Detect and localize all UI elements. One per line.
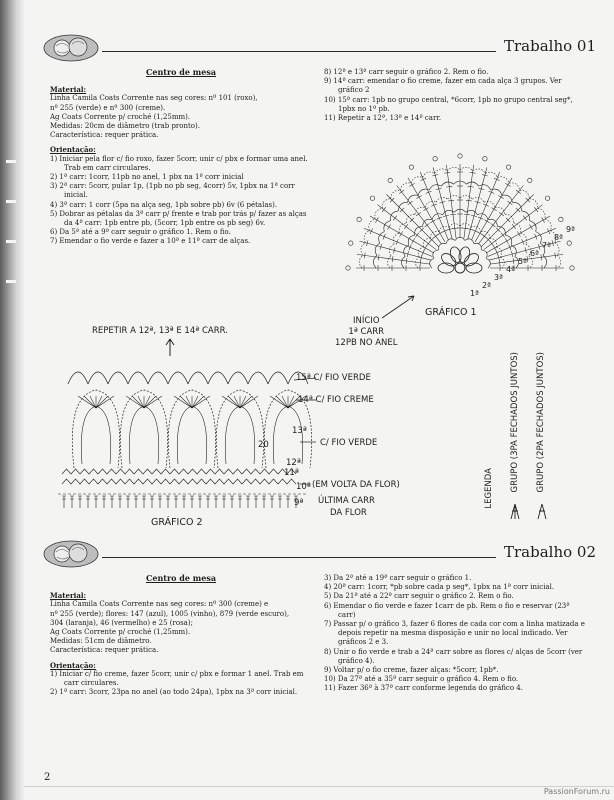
picot-stitch	[506, 165, 510, 169]
chain-arc	[411, 177, 423, 183]
row-number: 11ª	[284, 468, 299, 478]
chain-arc	[423, 172, 435, 177]
chain-arc	[557, 255, 561, 268]
chain-arc	[460, 167, 473, 171]
base-stitch	[270, 496, 274, 508]
fan-stitch	[144, 396, 156, 408]
stitch-tick	[433, 234, 438, 238]
instruction-step: 5) Da 21ª até a 22ª carr seguir o gráfico 2. Rem o fio.	[324, 592, 514, 601]
fan-stitch	[132, 396, 144, 408]
instruction-step: 3) Da 2ª até a 19ª carr seguir o gráfico 1.	[324, 574, 472, 582]
stitch-spoke	[464, 165, 474, 238]
up-arrow-icon	[164, 337, 176, 357]
header-rule	[102, 51, 496, 52]
stitch-tick	[409, 245, 411, 251]
stitch-tick	[477, 232, 482, 235]
instruction-step: 1) Iniciar pela flor c/ fio roxo, fazer 5corr, unir c/ pbx e formar uma anel. Trab em carr circulares.	[50, 154, 308, 172]
chain-arc	[498, 177, 510, 183]
chain-arc	[404, 245, 409, 256]
chain-arc	[529, 199, 537, 209]
base-stitch	[62, 496, 66, 508]
stitch-tick	[490, 241, 494, 246]
stitch-tick	[530, 224, 533, 229]
start-arrow-icon	[380, 292, 420, 320]
stitch-tick	[508, 201, 513, 205]
chain-arc	[466, 182, 478, 186]
row-number: 9ª	[566, 225, 575, 234]
picot-stitch	[370, 196, 374, 200]
row-number: 13ª	[292, 426, 307, 436]
fan-stitch	[84, 396, 96, 408]
material-list	[50, 600, 312, 655]
page-number: 2	[44, 772, 51, 783]
row-label: C/ FIO VERDE	[320, 438, 378, 448]
chain-arc	[465, 239, 474, 244]
stitch-tick	[509, 245, 511, 251]
stitch-tick	[437, 232, 442, 235]
t1-right-steps-list	[324, 68, 586, 123]
chain-arc	[408, 195, 418, 202]
instruction-step: 10) 15ª carr: 1pb no grupo central, *6corr, 1pb no grupo central seg*, 1pbx no 1º pb.	[324, 95, 573, 113]
legend-symbols	[508, 502, 558, 520]
row-number: 1ª	[470, 289, 479, 298]
base-stitch	[174, 496, 178, 508]
inner-arch	[129, 406, 158, 464]
base-stitch	[110, 496, 114, 508]
row-number: 2ª	[482, 281, 491, 290]
fan-stitch	[228, 396, 240, 408]
stitch-tick	[489, 191, 495, 193]
stitch-tick	[534, 207, 538, 212]
chain-arc	[361, 243, 365, 256]
stitch-tick	[404, 224, 408, 229]
group-3pa-symbol	[511, 504, 519, 519]
material-line: Característica: requer prática.	[50, 131, 159, 140]
start-label-line: 1ª CARR	[348, 327, 385, 337]
picot-stitch	[346, 266, 350, 270]
stitch-spoke	[360, 241, 432, 260]
stitch-tick	[426, 191, 432, 193]
page-title: Trabalho 02	[503, 543, 596, 561]
chain-arc	[479, 185, 491, 190]
base-stitch	[262, 496, 266, 508]
stitch-tick	[473, 230, 479, 232]
chain-loop	[68, 372, 88, 384]
base-stitch	[78, 496, 82, 508]
stitch-tick	[415, 233, 419, 238]
stitch-tick	[491, 208, 496, 211]
material-line: nº 255 (verde); flores: 147 (azul), 1005 (vinho), 879 (verde escuro),	[50, 609, 290, 618]
stitch-tick	[420, 260, 421, 266]
chain-arc	[398, 202, 407, 211]
base-stitch	[286, 496, 290, 508]
repeat-label: REPETIR A 12ª, 13ª E 14ª CARR.	[92, 326, 228, 336]
stitch-tick	[498, 196, 503, 199]
instruction-step: 1) Iniciar c/ fio creme, fazer 5corr, unir c/ pbx e formar 1 anel. Trab em carr circulares.	[50, 669, 304, 688]
fan-stitch	[180, 396, 192, 408]
binding-mark	[6, 240, 16, 243]
steps-list	[50, 155, 312, 247]
chain-arc	[485, 172, 497, 177]
material-line: Característica: requer prática.	[50, 646, 159, 655]
base-stitch	[214, 496, 218, 508]
group-2pa-symbol	[538, 504, 546, 519]
binding-mark	[6, 200, 16, 203]
t1-left-column	[50, 68, 312, 247]
base-stitch	[150, 496, 154, 508]
chain-arc	[359, 255, 363, 268]
material-line: nº 255 (verde) e nº 300 (creme).	[50, 103, 166, 112]
stitch-tick	[482, 234, 487, 238]
stitch-tick	[484, 220, 489, 223]
stitch-tick	[393, 216, 397, 221]
instruction-step: 8) Unir o fio verde e trab a 24ª carr sobre as flores c/ alças de 5corr (ver gráfico 4).	[324, 647, 583, 665]
row-number: 4ª	[506, 265, 515, 274]
chain-loop	[188, 372, 208, 384]
chain-arc	[512, 202, 521, 211]
base-stitch	[254, 496, 258, 508]
chain-loop	[148, 372, 168, 384]
chain-arc	[545, 219, 551, 231]
stitch-tick	[483, 204, 489, 206]
stitch-tick	[452, 228, 458, 229]
chain-arc	[375, 243, 380, 255]
material-line: Linha Camila Coats Corrente nas seg cores: nº 101 (roxo),	[50, 94, 258, 103]
fan-stitch	[276, 396, 288, 408]
chain-arc	[439, 243, 446, 250]
fan-stitch	[240, 396, 252, 408]
page-title: Trabalho 01	[503, 37, 596, 55]
stitch-spoke	[446, 165, 456, 238]
footer-rule	[24, 786, 614, 787]
stitch-tick	[383, 234, 385, 240]
picot-stitch	[570, 266, 574, 270]
row-label: (EM VOLTA DA FLOR)	[312, 480, 400, 490]
stitch-tick	[499, 260, 500, 266]
chain-loop	[88, 372, 108, 384]
watermark: PassionForum.ru	[543, 787, 610, 796]
material-line: Linha Camila Coats Corrente nas seg cores: nº 300 (creme) e	[50, 600, 269, 609]
stitch-tick	[478, 217, 484, 219]
chain-arc	[460, 195, 472, 199]
chain-arc	[401, 256, 405, 268]
orientation-label: Orientação:	[50, 145, 96, 155]
chain-loop	[208, 372, 228, 384]
graphic-1-start-label	[335, 316, 398, 349]
instruction-step: 4) 20ª carr: 1corr, *pb sobre cada p seg*, 1pbx na 1ª corr inicial.	[324, 583, 555, 592]
instruction-step: 5) Dobrar as pétalas da 3ª carr p/ frente e trab por trás p/ fazer as alças da 4ª carr: 1pb entre pb, (5corr, 1pb entre os pb seg) 6v.	[50, 209, 307, 228]
t2-right-steps-list	[324, 574, 586, 694]
stitch-tick	[505, 238, 508, 243]
chain-arc	[429, 185, 441, 190]
stitch-tick	[431, 204, 437, 206]
inner-arch	[225, 406, 254, 464]
base-stitch	[70, 496, 74, 508]
instruction-step: 11) Repetir a 12ª, 13ª e 14ª carr.	[324, 114, 442, 123]
stitch-tick	[542, 217, 545, 222]
base-stitch	[246, 496, 250, 508]
t2-left-column	[50, 574, 312, 697]
base-stitch	[166, 496, 170, 508]
instruction-step: 7) Passar p/ o gráfico 3, fazer 6 flores de cada cor com a linha matizada e depois repetir na mesma disposição e unir no local indicado. Ver gráficos 2 e 3.	[324, 620, 585, 647]
instruction-step: 7) Emendar o fio verde e fazer a 10ª e 11ª carr de alças.	[50, 237, 251, 246]
base-stitch	[206, 496, 210, 508]
stitch-tick	[535, 234, 537, 240]
stitch-tick	[370, 229, 372, 235]
picot-stitch	[528, 178, 532, 182]
stitch-tick	[426, 241, 430, 246]
stitch-tick	[421, 178, 427, 180]
binding-mark	[6, 160, 16, 163]
base-stitch	[118, 496, 122, 508]
petal-stitch	[466, 263, 482, 273]
base-stitch	[126, 496, 130, 508]
stitch-tick	[523, 216, 527, 221]
chain-arc	[502, 195, 512, 202]
chain-arc	[474, 243, 481, 250]
base-stitch	[238, 496, 242, 508]
chain-arc	[373, 256, 377, 269]
base-stitch	[86, 496, 90, 508]
binding-mark	[6, 280, 16, 283]
base-stitch	[182, 496, 186, 508]
row-label: 14ª C/ FIO CREME	[298, 395, 374, 405]
chain-arc	[536, 232, 542, 244]
chain-arc	[364, 231, 369, 243]
chain-row	[62, 469, 296, 474]
chain-arc	[446, 239, 455, 244]
graphic-1-diagram	[320, 138, 600, 328]
stitch-tick	[493, 245, 496, 250]
base-stitch	[190, 496, 194, 508]
base-stitch	[198, 496, 202, 508]
chain-arc	[555, 243, 559, 256]
instruction-step: 11) Fazer 36ª à 37ª carr conforme legenda do gráfico 4.	[324, 684, 523, 693]
chain-arc	[387, 256, 391, 268]
chain-loop	[128, 372, 148, 384]
chain-loop	[168, 372, 188, 384]
row-label: 15ª C/ FIO VERDE	[296, 373, 371, 383]
chain-arc	[477, 214, 488, 220]
stitch-tick	[408, 201, 413, 205]
chain-arc	[441, 182, 453, 186]
stitch-spoke	[468, 168, 487, 240]
start-label-line: 12PB NO ANEL	[335, 338, 398, 348]
chain-arc	[538, 208, 545, 219]
picot-stitch	[357, 217, 361, 221]
stitch-tick	[499, 212, 504, 216]
chain-arc	[375, 208, 382, 219]
row-number: 3ª	[494, 273, 503, 282]
material-line: Ag Coats Corrente p/ croché (1,25mm).	[50, 112, 191, 121]
graphic-1-caption: GRÁFICO 1	[425, 307, 477, 318]
graphic-2-caption: GRÁFICO 2	[151, 517, 203, 528]
stitch-spoke	[481, 195, 533, 247]
stitch-tick	[548, 229, 550, 235]
row-number: 20	[258, 440, 269, 450]
picot-stitch	[483, 157, 487, 161]
chain-row	[62, 479, 296, 484]
row-label: DA FLOR	[330, 508, 367, 518]
ball-of-yarn-logo	[42, 538, 100, 568]
instruction-step: 6) Emendar o fio verde e fazer 1carr de pb. Rem o fio e reservar (23ª carr)	[324, 601, 570, 619]
instruction-step: 2) 1ª carr: 3corr, 23pa no anel (ao todo 24pa), 1pbx na 3ª corr inicial.	[50, 688, 298, 697]
chain-loop	[108, 372, 128, 384]
header-trabalho-02	[42, 538, 596, 568]
stitch-tick	[412, 238, 415, 243]
picot-stitch	[409, 165, 413, 169]
chain-arc	[481, 250, 487, 258]
stitch-tick	[424, 245, 427, 250]
row-number: 8ª	[554, 233, 563, 242]
picot-stitch	[433, 157, 437, 161]
chain-arc	[400, 183, 411, 190]
steps-list	[50, 670, 312, 698]
inner-arch	[177, 406, 206, 464]
row-number: 6ª	[530, 249, 539, 258]
instruction-step: 2) 1ª carr: 1corr, 11pb no anel, 1 pbx na 1ª corr inicial	[50, 173, 244, 182]
stitch-tick	[522, 239, 524, 245]
base-stitch	[230, 496, 234, 508]
instruction-step: 4) 3ª carr: 1 corr (5pa na alça seg, 1pb sobre pb) 6v (6 pétalas).	[50, 200, 278, 209]
chain-arc	[520, 190, 530, 198]
material-line: 304 (laranja), 46 (vermelho) e 25 (rosa);	[50, 618, 193, 627]
ball-of-yarn-logo	[42, 32, 100, 62]
base-stitch	[222, 496, 226, 508]
chain-arc	[435, 169, 448, 173]
chain-arc	[391, 190, 401, 198]
material-list	[50, 94, 312, 140]
chain-arc	[369, 219, 375, 231]
base-stitch	[142, 496, 146, 508]
material-label: Material:	[50, 85, 87, 95]
orientation-label: Orientação:	[50, 660, 96, 670]
stitch-spoke	[357, 254, 430, 264]
chain-arc	[473, 169, 486, 173]
chain-arc	[432, 214, 443, 220]
fan-stitch	[192, 396, 204, 408]
row-label: ÚLTIMA CARR	[318, 496, 375, 506]
graphic-2-diagram	[54, 356, 324, 516]
instruction-step: 10) Da 27ª até a 35ª carr seguir o gráfico 4. Rem o fio.	[324, 675, 519, 684]
legend-item: GRUPO (3PA FECHADOS JUNTOS)	[510, 352, 520, 493]
stitch-tick	[501, 233, 505, 238]
picot-stitch	[567, 241, 571, 245]
stitch-tick	[416, 212, 421, 216]
stitch-tick	[422, 250, 424, 256]
row-number: 9ª	[294, 498, 304, 508]
stitch-tick	[491, 223, 496, 227]
instruction-step: 3) 2ª carr: 5corr, pular 1p, (1pb no pb seg, 4corr) 5v, 1pbx na 1ª corr inicial.	[50, 182, 295, 200]
picot-stitch	[349, 241, 353, 245]
section-heading: Centro de mesa	[145, 573, 216, 583]
picot-stitch	[458, 154, 462, 158]
stitch-tick	[462, 228, 468, 229]
stitch-tick	[494, 178, 500, 180]
base-stitch	[158, 496, 162, 508]
row-number: 12ª	[286, 458, 301, 468]
stitch-tick	[400, 231, 403, 236]
stitch-tick	[425, 223, 430, 227]
instruction-step: 9) 14ª carr: emendar o fio creme, fazer em cada alça 3 grupos. Ver gráfico 2	[324, 77, 562, 95]
material-line: Medidas: 51cm de diâmetro.	[50, 637, 152, 646]
material-line: Ag Coats Corrente p/ croché (1,25mm).	[50, 628, 191, 637]
petal-stitch	[438, 263, 454, 273]
row-number: 7ª	[542, 241, 551, 250]
material-line: Medidas: 20cm de diâmetro (trab pronto).	[50, 122, 200, 131]
chain-loop	[228, 372, 248, 384]
center-ring	[455, 263, 465, 273]
row-number: 10ª	[296, 482, 311, 492]
stitch-tick	[416, 196, 421, 199]
stitch-tick	[430, 220, 435, 223]
picot-stitch	[388, 178, 392, 182]
material-label: Material:	[50, 591, 87, 601]
stitch-tick	[437, 217, 443, 219]
chain-arc	[433, 250, 439, 258]
stitch-tick	[496, 250, 498, 256]
chain-loop	[248, 372, 268, 384]
stitch-tick	[388, 224, 391, 229]
stitch-spoke	[433, 168, 452, 240]
fan-stitch	[96, 396, 108, 408]
chain-arc	[509, 183, 520, 190]
stitch-tick	[423, 208, 428, 211]
stitch-tick	[505, 183, 510, 186]
start-label-line: INÍCIO	[353, 316, 380, 326]
stitch-tick	[442, 230, 448, 232]
stitch-tick	[512, 224, 516, 229]
chain-arc	[448, 195, 460, 199]
stitch-tick	[399, 190, 404, 194]
base-stitch	[94, 496, 98, 508]
section-heading: Centro de mesa	[145, 67, 216, 77]
chain-arc	[543, 256, 547, 269]
chain-arc	[511, 245, 516, 256]
stitch-tick	[396, 239, 398, 245]
chain-arc	[382, 199, 390, 209]
base-stitch	[278, 496, 282, 508]
picot-stitch	[559, 217, 563, 221]
stitch-tick	[375, 217, 378, 222]
instruction-step: 9) Voltar p/ o fio creme, fazer alças: *5corr, 1pb*.	[324, 666, 499, 675]
stitch-spoke	[387, 195, 439, 247]
instruction-step: 8) 12ª e 13ª carr seguir o gráfico 2. Rem o fio.	[324, 68, 489, 76]
chain-arc	[447, 167, 460, 171]
legend-item: GRUPO (2PA FECHADOS JUNTOS)	[536, 352, 546, 493]
inner-arch	[81, 406, 110, 464]
chain-loop	[268, 372, 288, 384]
stitch-tick	[517, 231, 520, 236]
legend-title: LEGENDA	[484, 468, 494, 509]
base-stitch	[134, 496, 138, 508]
header-rule	[102, 557, 496, 558]
spine-binding	[0, 0, 24, 800]
chain-arc	[379, 232, 385, 244]
picot-stitch	[545, 196, 549, 200]
base-stitch	[102, 496, 106, 508]
header-trabalho-01	[42, 32, 596, 62]
stitch-tick	[409, 183, 414, 186]
instruction-step: 6) Da 5ª até a 9ª carr seguir o gráfico 1. Rem o fio.	[50, 228, 231, 237]
row-number: 5ª	[518, 257, 527, 266]
